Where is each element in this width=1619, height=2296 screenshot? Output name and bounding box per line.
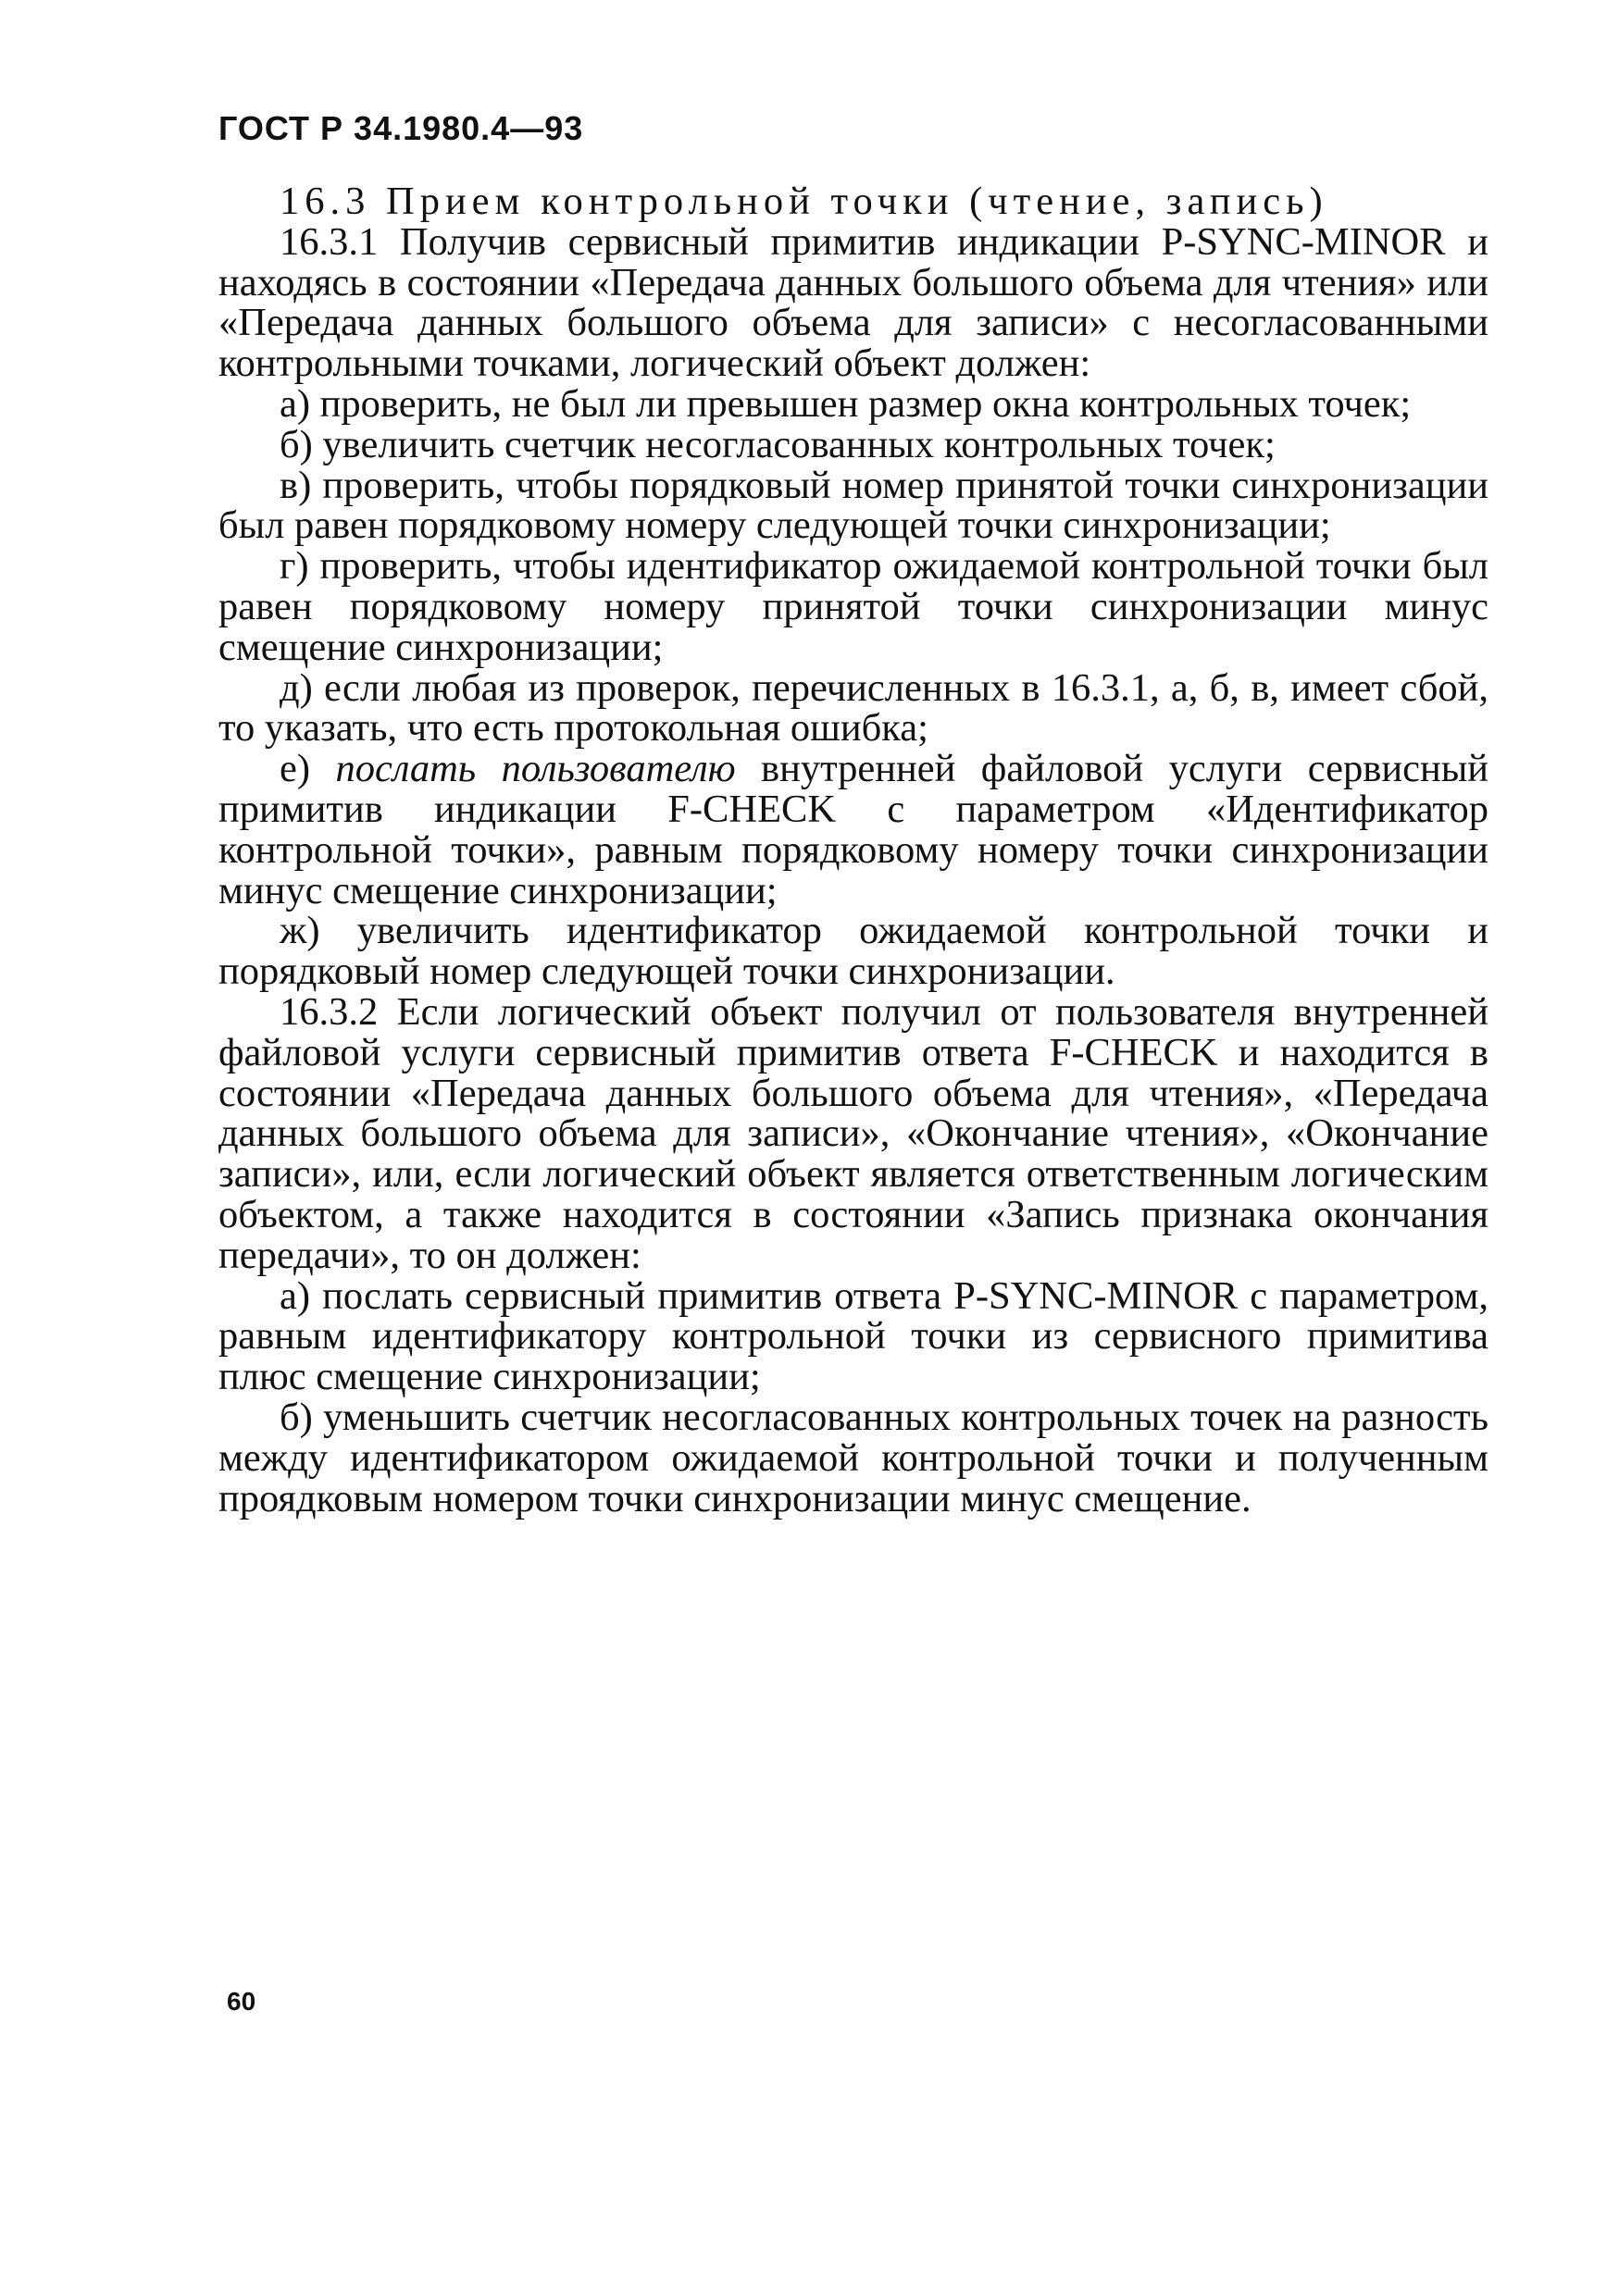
list-item-b: б) увеличить счетчик несогласованных контрольных точек; bbox=[280, 422, 1276, 466]
list-item-zh: ж) увеличить идентификатор ожидаемой контрольной точки и порядковый номер следующей точки синхронизации. bbox=[218, 909, 1488, 994]
section-heading: 16.3 Прием контрольной точки (чтение, запись) bbox=[280, 180, 1328, 223]
list-item-e bbox=[218, 749, 1488, 911]
list-item-2-b: б) уменьшить счетчик несогласованных контрольных точек на разность между идентификатором ожидаемой контрольной точки и полученным проядковым номером точки синхронизации минус смещение. bbox=[218, 1395, 1488, 1520]
document-body bbox=[218, 181, 1488, 1519]
list-item-e-italic: послать пользователю bbox=[335, 747, 736, 791]
list-item-e-rest: внутренней файловой услуги сервисный примитив индикации F-CHECK с параметром «Идентификатор контрольной точки», равным порядковому номеру точки синхронизации минус смещение синхронизации; bbox=[218, 747, 1488, 912]
list-item-d: д) если любая из проверок, перечисленных в 16.3.1, а, б, в, имеет сбой, то указать, что есть протокольная ошибка; bbox=[218, 665, 1488, 751]
list-item-2-a: а) послать сервисный примитив ответа P-SYNC-MINOR с параметром, равным идентификатору контрольной точки из сервисного примитива плюс смещение синхронизации; bbox=[218, 1273, 1488, 1399]
list-item-v: в) проверить, чтобы порядковый номер принятой точки синхронизации был равен порядковому номеру следующей точки синхронизации; bbox=[218, 463, 1488, 548]
paragraph-16-3-1: 16.3.1 Получив сервисный примитив индикации P-SYNC-MINOR и находясь в состоянии «Передача данных большого объема для чтения» или «Передача данных большого объема для записи» с несогласованными контрольными точками, логический объект должен: bbox=[218, 219, 1488, 386]
list-item-g: г) проверить, чтобы идентификатор ожидаемой контрольной точки был равен порядковому номеру принятой точки синхронизации минус смещение синхронизации; bbox=[218, 544, 1488, 669]
list-item-a: а) проверить, не был ли превышен размер окна контрольных точек; bbox=[280, 381, 1412, 426]
page-number: 60 bbox=[227, 1987, 256, 2016]
standard-header: ГОСТ Р 34.1980.4—93 bbox=[218, 109, 584, 147]
paragraph-16-3-2: 16.3.2 Если логический объект получил от пользователя внутренней файловой услуги сервисный примитив ответа F-CHECK и находится в состоянии «Передача данных большого объема для чтения», «Передача данных большого объема для записи», «Окончание чтения», «Окончание записи», или, если логический объект является ответственным логическим объектом, а также находится в состоянии «Запись признака окончания передачи», то он должен: bbox=[218, 989, 1488, 1277]
list-item-e-label: е) bbox=[280, 747, 336, 791]
